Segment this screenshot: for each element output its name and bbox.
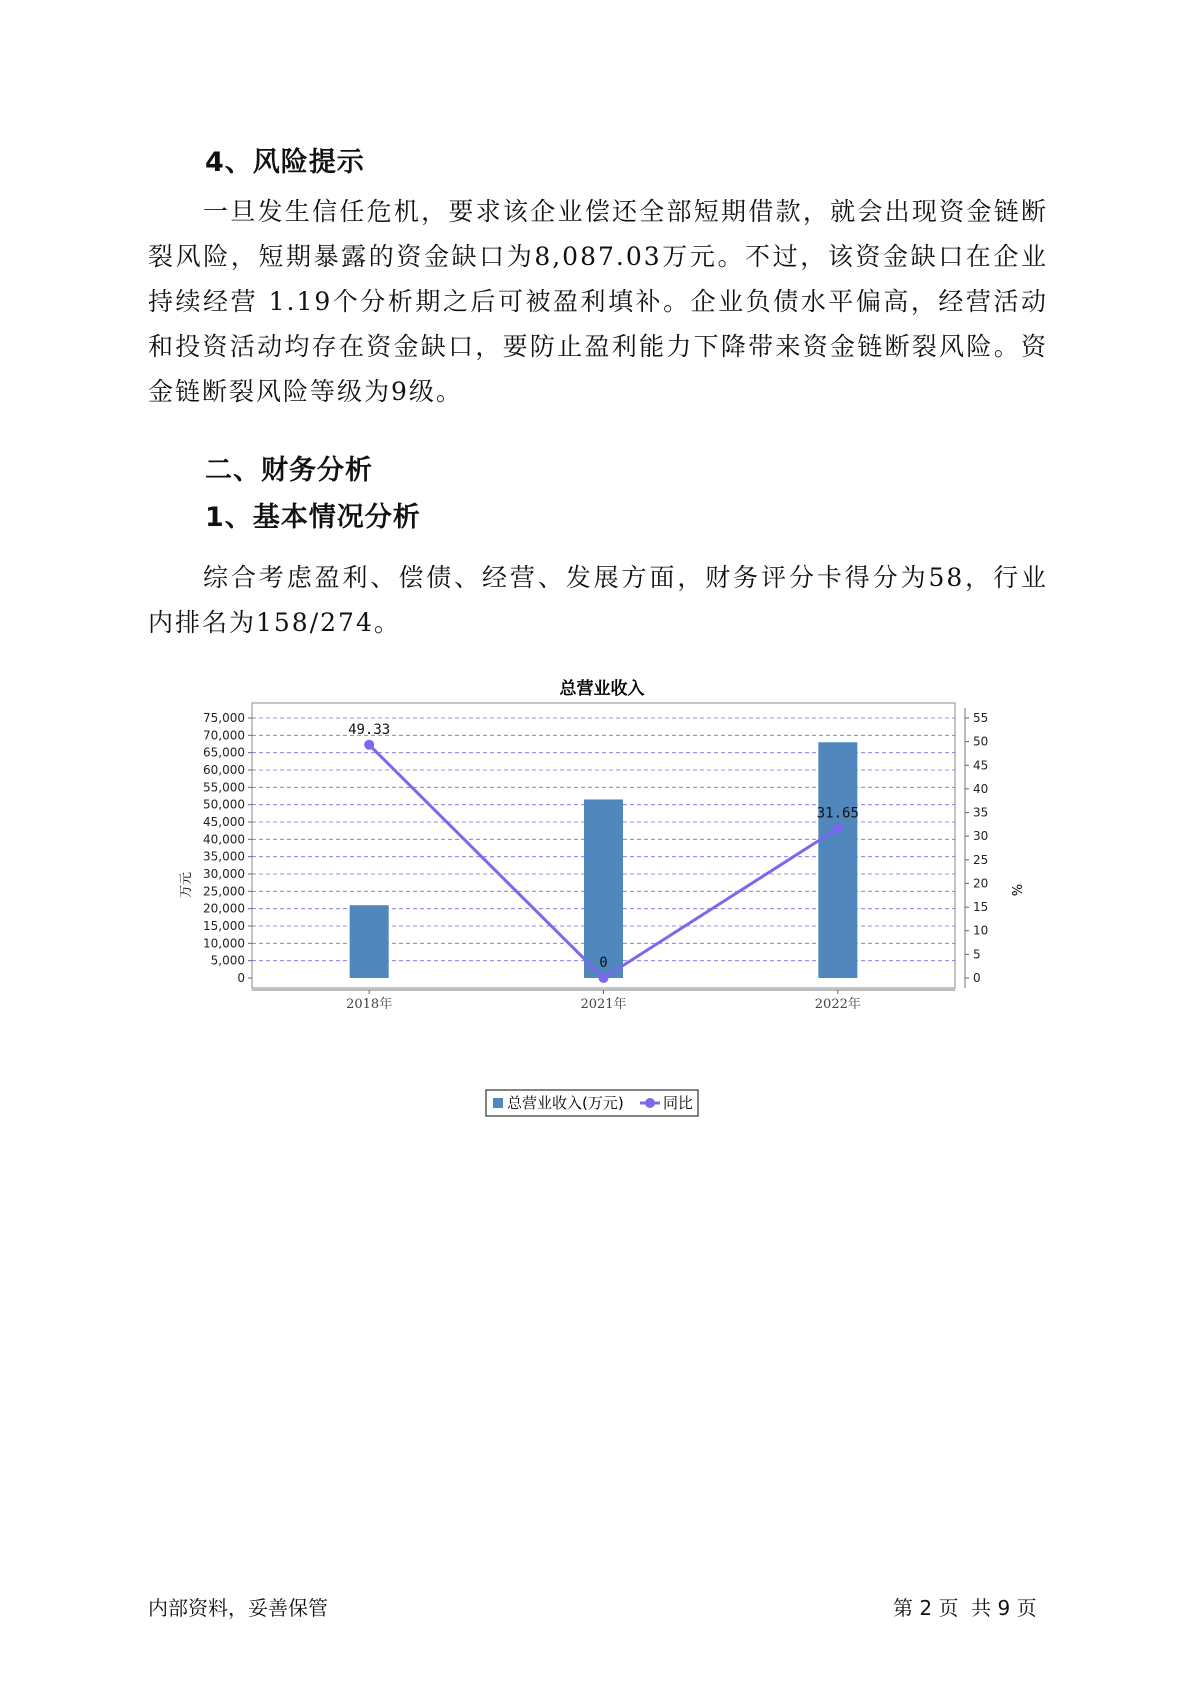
yoy-point bbox=[364, 740, 374, 750]
y2-tick-label: 10 bbox=[973, 923, 989, 938]
y2-tick-label: 40 bbox=[973, 781, 989, 796]
y2-axis-label: % bbox=[1008, 883, 1023, 897]
y2-tick-label: 35 bbox=[973, 805, 989, 820]
score-paragraph: 综合考虑盈利、偿债、经营、发展方面，财务评分卡得分为58，行业内排名为158/274。 bbox=[148, 563, 1048, 637]
risk-paragraph: 一旦发生信任危机，要求该企业偿还全部短期借款，就会出现资金链断裂风险，短期暴露的资金缺口为8,087.03万元。不过，该资金缺口在企业持续经营 1.19个分析期之后可被盈利填补。企业负债水平偏高，经营活动和投资活动均存在资金缺口，要防止盈利能力下降带来资金链断裂风险。资金链断裂风险等级为9级。 bbox=[148, 197, 1048, 406]
y2-tick-label: 30 bbox=[973, 829, 989, 844]
y-tick-label: 20,000 bbox=[203, 901, 245, 916]
basic-analysis-subheading: 1、基本情况分析 bbox=[205, 502, 421, 533]
y-tick-label: 60,000 bbox=[203, 763, 245, 777]
y2-tick-label: 15 bbox=[973, 900, 989, 915]
risk-heading: 4、风险提示 bbox=[205, 147, 365, 178]
y2-tick-label: 20 bbox=[973, 876, 989, 891]
y-tick-label: 15,000 bbox=[203, 919, 245, 933]
y-tick-label: 35,000 bbox=[203, 849, 245, 864]
y-tick-label: 5,000 bbox=[210, 953, 245, 968]
y2-tick-label: 50 bbox=[973, 734, 989, 749]
revenue-bar bbox=[818, 742, 857, 978]
legend-bar-label: 总营业收入(万元) bbox=[507, 1094, 624, 1112]
y2-tick-label: 55 bbox=[973, 711, 989, 725]
legend-line-marker bbox=[645, 1098, 655, 1108]
legend-bar-swatch bbox=[493, 1098, 503, 1108]
y-tick-label: 70,000 bbox=[203, 728, 245, 743]
y2-tick-label: 5 bbox=[973, 947, 981, 962]
revenue-chart bbox=[160, 665, 1040, 1125]
revenue-bar bbox=[350, 905, 389, 978]
footer-page-number: 第 2 页 共 9 页 bbox=[893, 1596, 1037, 1620]
y-tick-label: 40,000 bbox=[203, 832, 245, 847]
chart-title: 总营业收入 bbox=[559, 679, 645, 699]
y-tick-label: 25,000 bbox=[203, 884, 245, 899]
x-tick-label: 2018年 bbox=[346, 997, 393, 1012]
y-tick-label: 65,000 bbox=[203, 745, 245, 760]
x-tick-label: 2022年 bbox=[814, 997, 861, 1012]
y-tick-label: 50,000 bbox=[203, 797, 245, 812]
y2-tick-label: 25 bbox=[973, 852, 989, 867]
y2-tick-label: 0 bbox=[973, 971, 981, 985]
y-tick-label: 10,000 bbox=[203, 936, 245, 951]
revenue-bar bbox=[584, 799, 623, 978]
yoy-point bbox=[599, 973, 609, 983]
y-tick-label: 45,000 bbox=[203, 815, 245, 829]
chart-legend bbox=[486, 1090, 698, 1116]
y-axis-label: 万元 bbox=[179, 871, 194, 899]
yoy-data-label: 0 bbox=[599, 955, 608, 971]
finance-heading: 二、财务分析 bbox=[205, 455, 373, 486]
x-tick-label: 2021年 bbox=[580, 997, 627, 1012]
y-tick-label: 55,000 bbox=[203, 780, 245, 795]
legend-line-label: 同比 bbox=[663, 1094, 694, 1112]
y-tick-label: 30,000 bbox=[203, 867, 245, 881]
y2-tick-label: 45 bbox=[973, 758, 989, 773]
y-tick-label: 75,000 bbox=[203, 711, 245, 725]
y-tick-label: 0 bbox=[237, 971, 245, 985]
yoy-point bbox=[833, 823, 843, 833]
yoy-data-label: 49.33 bbox=[348, 721, 391, 738]
footer-confidential: 内部资料，妥善保管 bbox=[148, 1596, 328, 1620]
yoy-data-label: 31.65 bbox=[816, 805, 859, 822]
